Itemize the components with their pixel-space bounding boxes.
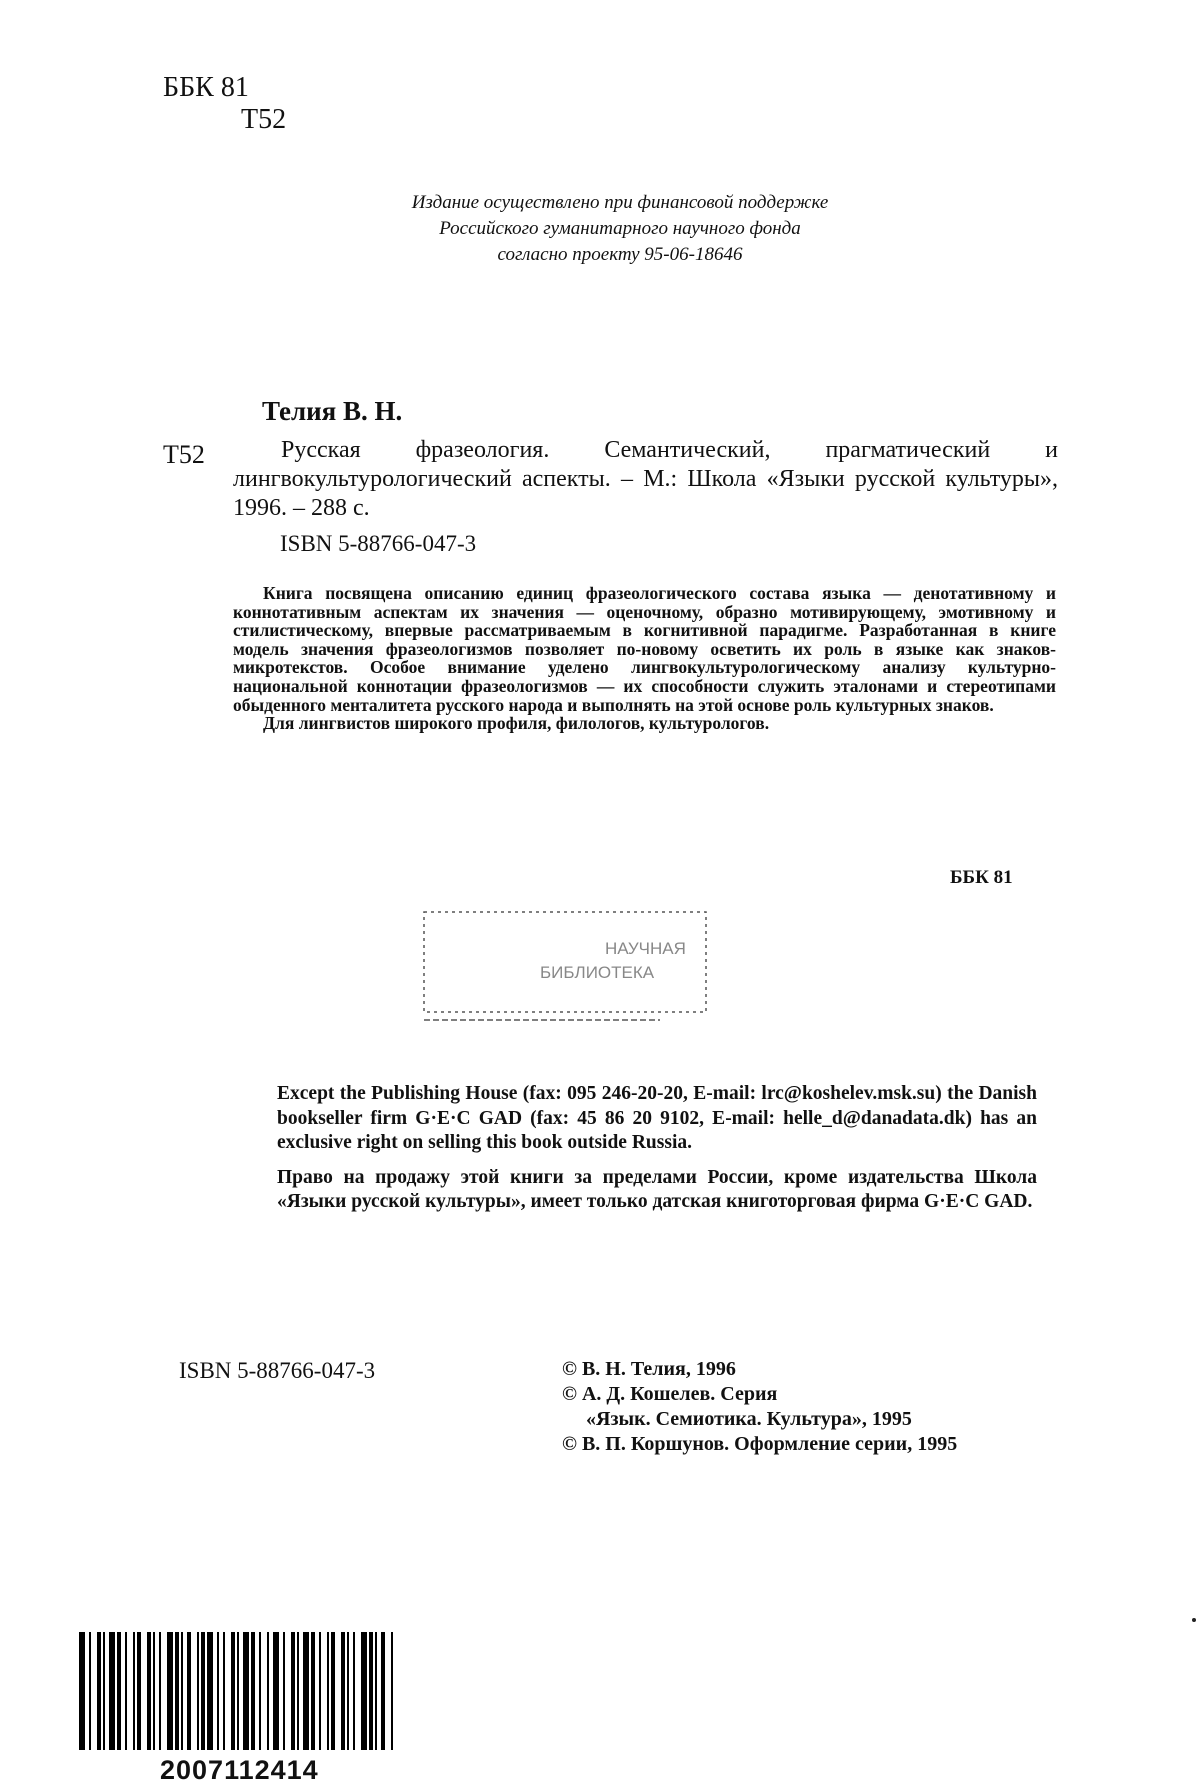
- barcode-bar: [243, 1632, 249, 1750]
- barcode-bar: [347, 1632, 349, 1750]
- barcode-bar: [97, 1632, 101, 1750]
- bbk-code: ББК 81: [163, 72, 249, 103]
- funding-line-1: Издание осуществлено при финансовой поддержке: [411, 192, 829, 213]
- author-code: Т52: [241, 104, 287, 135]
- barcode-bar: [237, 1632, 239, 1750]
- barcode-bar: [369, 1632, 373, 1750]
- barcode-bar: [207, 1632, 213, 1750]
- barcode-bar: [187, 1632, 191, 1750]
- barcode-bar: [133, 1632, 135, 1750]
- barcode-bar: [259, 1632, 261, 1750]
- barcode-image: [79, 1632, 397, 1750]
- copyrights: [562, 1357, 957, 1457]
- rights-russian: Право на продажу этой книги за пределами России, кроме издательства Школа «Языки русской культуры», имеет только датская книготорговая фирма G·E·C GAD.: [277, 1166, 1037, 1212]
- bibliography-code: Т52: [163, 440, 205, 469]
- barcode-bar: [375, 1632, 377, 1750]
- abstract: [233, 584, 1056, 733]
- funding-line-2: Российского гуманитарного научного фонда: [439, 218, 801, 239]
- barcode-bar: [89, 1632, 91, 1750]
- barcode-bar: [167, 1632, 173, 1750]
- barcode-bar: [201, 1632, 205, 1750]
- barcode-bar: [361, 1632, 367, 1750]
- barcode-bar: [181, 1632, 183, 1750]
- author-name: Телия В. Н.: [262, 396, 403, 426]
- barcode-bar: [267, 1632, 269, 1750]
- barcode-bar: [117, 1632, 121, 1750]
- foreign-rights: [277, 1082, 1037, 1215]
- barcode-bar: [109, 1632, 115, 1750]
- barcode-bar: [125, 1632, 127, 1750]
- barcode-bar: [153, 1632, 155, 1750]
- library-stamp: [420, 908, 710, 1026]
- barcode-bar: [251, 1632, 255, 1750]
- barcode-bar: [137, 1632, 141, 1750]
- barcode-bar: [319, 1632, 321, 1750]
- barcode-bar: [197, 1632, 199, 1750]
- isbn-top: ISBN 5-88766-047-3: [280, 531, 477, 556]
- funding-line-3: согласно проекту 95-06-18646: [497, 244, 743, 265]
- rights-english: Except the Publishing House (fax: 095 246-20-20, E-mail: lrc@koshelev.msk.su) the Danish bookseller firm G·E·C GAD (fax: 45 86 20 9102, E-mail: helle_d@danadata.dk) has an exclusive right on selling this book outside Russia.: [277, 1083, 1037, 1153]
- barcode-bar: [103, 1632, 105, 1750]
- barcode-bar: [327, 1632, 329, 1750]
- barcode-bar: [311, 1632, 315, 1750]
- barcode-bar: [223, 1632, 225, 1750]
- book-title-description: Русская фразеология. Семантический, прагматический и лингвокультурологический аспекты. – М.: Школа «Языки русской культуры», 1996. – 288 с.: [233, 437, 1058, 521]
- barcode-bar: [217, 1632, 219, 1750]
- bbk-index: ББК 81: [950, 867, 1013, 888]
- copyright-series-editor: © А. Д. Кошелев. Серия: [562, 1383, 778, 1405]
- copyright-series-name: «Язык. Семиотика. Культура», 1995: [586, 1408, 912, 1430]
- copyright-author: © В. Н. Телия, 1996: [562, 1358, 736, 1380]
- barcode-bar: [331, 1632, 335, 1750]
- barcode-bar: [159, 1632, 161, 1750]
- barcode-bar: [231, 1632, 235, 1750]
- barcode-bar: [175, 1632, 179, 1750]
- funding-note: [300, 190, 940, 268]
- barcode-bar: [381, 1632, 385, 1750]
- barcode-bar: [341, 1632, 345, 1750]
- barcode-bar: [79, 1632, 85, 1750]
- barcode-bar: [273, 1632, 279, 1750]
- copyright-design: © В. П. Коршунов. Оформление серии, 1995: [562, 1433, 958, 1455]
- barcode-number: 2007112414: [160, 1755, 319, 1785]
- isbn-bottom: ISBN 5-88766-047-3: [179, 1358, 376, 1383]
- barcode-bar: [303, 1632, 309, 1750]
- barcode-bar: [283, 1632, 285, 1750]
- bbk-header: [163, 72, 286, 136]
- barcode-bar: [147, 1632, 151, 1750]
- stamp-line-1: НАУЧНАЯ: [605, 939, 686, 958]
- barcode-bar: [391, 1632, 393, 1750]
- abstract-text: Книга посвящена описанию единиц фразеологического состава языка — денотативному и коннотативным аспектам их значения — оценочному, образно мотивирующему, эмотивному и стилистическому, впервые рассматриваемым в когнитивной парадигме. Разработанная в книге модель значения фразеологизмов позволяет по-новому осветить их роль в языке как знаков-микротекстов. Особое внимание уделено лингвокультурологическому анализу культурно-национальной коннотации фразеологизмов — их способности служить эталонами и стереотипами обыденного менталитета русского народа и выполнять на этой основе роль культурных знаков.: [233, 583, 1056, 715]
- audience-text: Для лингвистов широкого профиля, филологов, культурологов.: [263, 713, 770, 734]
- barcode-bar: [291, 1632, 295, 1750]
- barcode-bar: [297, 1632, 299, 1750]
- scan-speck: [1192, 1618, 1196, 1622]
- stamp-line-2: БИБЛИОТЕКА: [540, 963, 655, 982]
- barcode-bar: [353, 1632, 355, 1750]
